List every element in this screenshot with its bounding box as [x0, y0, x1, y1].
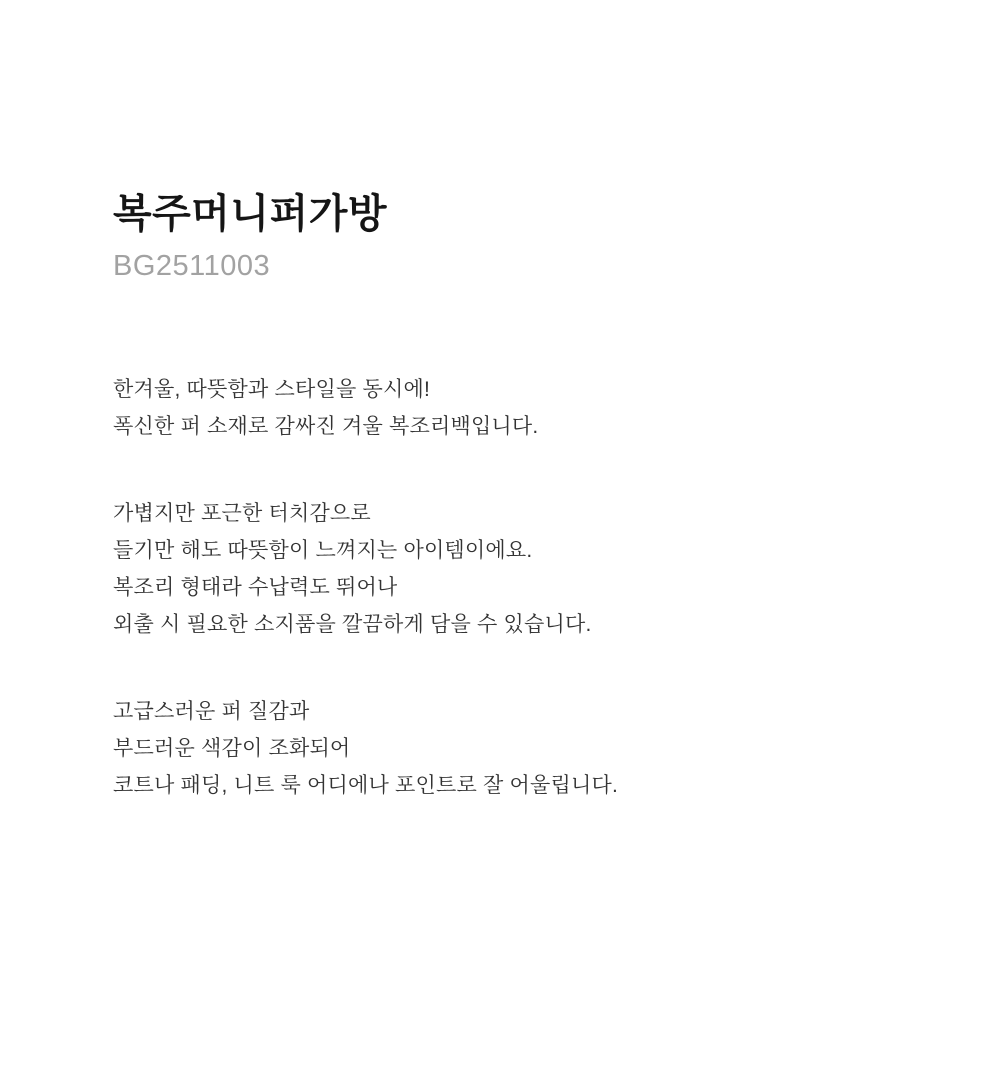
description-line: 가볍지만 포근한 터치감으로 — [113, 502, 371, 525]
description-line: 외출 시 필요한 소지품을 깔끔하게 담을 수 있습니다. — [113, 613, 592, 636]
product-title: 복주머니퍼가방 — [113, 192, 387, 236]
description-line: 부드러운 색감이 조화되어 — [113, 737, 351, 760]
product-code: BG2511003 — [113, 250, 271, 282]
description-line: 복조리 형태라 수납력도 뛰어나 — [113, 576, 398, 599]
content-area — [113, 188, 913, 804]
description-line: 폭신한 퍼 소재로 감싸진 겨울 복조리백입니다. — [113, 415, 539, 438]
description-paragraph — [113, 371, 913, 445]
description-line: 코트나 패딩, 니트 룩 어디에나 포인트로 잘 어울립니다. — [113, 774, 619, 797]
description-paragraph — [113, 693, 913, 804]
description-paragraph — [113, 495, 913, 643]
description-line: 고급스러운 퍼 질감과 — [113, 700, 310, 723]
description-line: 한겨울, 따뜻함과 스타일을 동시에! — [113, 378, 430, 401]
description-line: 들기만 해도 따뜻함이 느껴지는 아이템이에요. — [113, 539, 533, 562]
product-description — [113, 371, 913, 804]
